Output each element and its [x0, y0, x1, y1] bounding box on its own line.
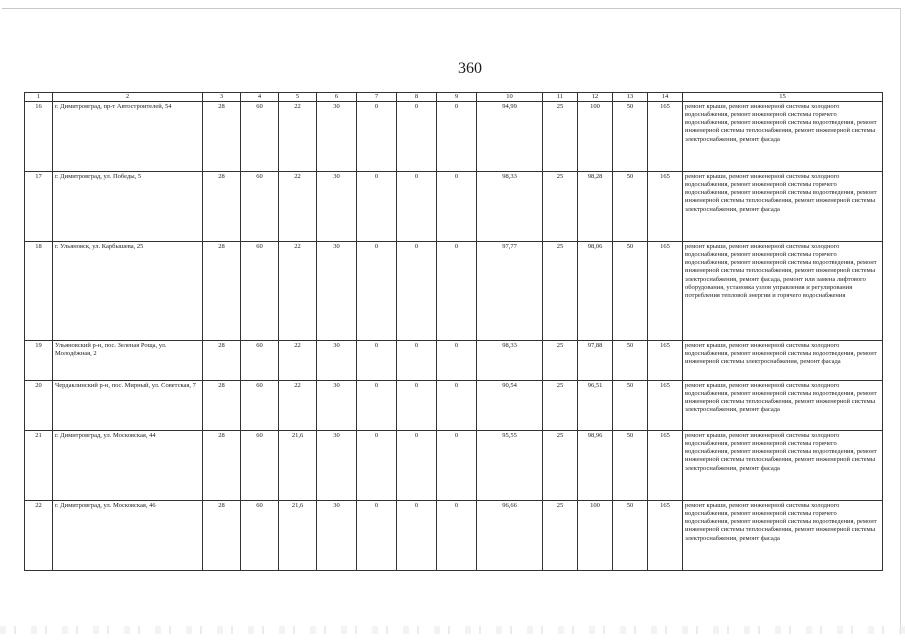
table-row: [25, 501, 883, 571]
value-cell: 60: [241, 431, 279, 501]
header-row: [25, 93, 883, 102]
value-cell: 60: [241, 102, 279, 172]
row-number: 22: [25, 501, 53, 571]
column-header: 3: [203, 93, 241, 102]
table-row: [25, 172, 883, 242]
value-cell: 30: [317, 431, 357, 501]
value-cell: 96,51: [578, 381, 613, 431]
value-cell: 0: [397, 501, 437, 571]
value-cell: 30: [317, 102, 357, 172]
column-header: 1: [25, 93, 53, 102]
value-cell: 22: [279, 102, 317, 172]
value-cell: 0: [397, 381, 437, 431]
value-cell: 28: [203, 381, 241, 431]
table-row: [25, 431, 883, 501]
value-cell: 0: [437, 501, 477, 571]
address-cell: Ульяновский р-н, пос. Зеленая Роща, ул. Молодёжная, 2: [53, 341, 203, 381]
works-cell: ремонт крыши, ремонт инженерной системы холодного водоснабжения, ремонт инженерной системы горячего водоснабжения, ремонт инженерной системы водоотведения, ремонт инженерной системы теплоснабжения, ремонт инженерной системы электроснабжения, ремонт фасада: [683, 102, 883, 172]
column-header: 10: [477, 93, 543, 102]
value-cell: 94,99: [477, 102, 543, 172]
column-header: 15: [683, 93, 883, 102]
register-table: [24, 92, 883, 571]
value-cell: 25: [543, 431, 578, 501]
value-cell: 90,54: [477, 381, 543, 431]
value-cell: 95,55: [477, 431, 543, 501]
value-cell: 165: [648, 172, 683, 242]
value-cell: 28: [203, 501, 241, 571]
value-cell: 0: [357, 242, 397, 341]
address-cell: г. Димитровград, ул. Московская, 44: [53, 431, 203, 501]
column-header: 5: [279, 93, 317, 102]
value-cell: 100: [578, 501, 613, 571]
value-cell: 60: [241, 341, 279, 381]
value-cell: 50: [613, 381, 648, 431]
table-row: [25, 381, 883, 431]
value-cell: 0: [357, 172, 397, 242]
address-cell: Чердаклинский р-н, пос. Мирный, ул. Советская, 7: [53, 381, 203, 431]
column-header: 7: [357, 93, 397, 102]
value-cell: 25: [543, 172, 578, 242]
value-cell: 0: [397, 431, 437, 501]
value-cell: 22: [279, 242, 317, 341]
value-cell: 165: [648, 431, 683, 501]
value-cell: 28: [203, 341, 241, 381]
value-cell: 60: [241, 381, 279, 431]
page-number: 360: [458, 60, 482, 77]
value-cell: 28: [203, 102, 241, 172]
value-cell: 0: [397, 341, 437, 381]
works-cell: ремонт крыши, ремонт инженерной системы холодного водоснабжения, ремонт инженерной системы водоотведения, ремонт инженерной системы теплоснабжения, ремонт инженерной системы электроснабжения, ремонт фасада: [683, 381, 883, 431]
value-cell: 0: [437, 381, 477, 431]
value-cell: 0: [357, 102, 397, 172]
value-cell: 28: [203, 431, 241, 501]
value-cell: 60: [241, 501, 279, 571]
value-cell: 0: [397, 172, 437, 242]
value-cell: 165: [648, 341, 683, 381]
value-cell: 25: [543, 242, 578, 341]
value-cell: 165: [648, 102, 683, 172]
works-cell: ремонт крыши, ремонт инженерной системы холодного водоснабжения, ремонт инженерной системы горячего водоснабжения, ремонт инженерной системы водоотведения, ремонт инженерной системы теплоснабжения, ремонт инженерной системы электроснабжения, ремонт фасада: [683, 172, 883, 242]
value-cell: 50: [613, 242, 648, 341]
value-cell: 60: [241, 242, 279, 341]
value-cell: 165: [648, 381, 683, 431]
column-header: 13: [613, 93, 648, 102]
value-cell: 96,66: [477, 501, 543, 571]
column-header: 11: [543, 93, 578, 102]
address-cell: г. Ульяновск, ул. Карбышева, 25: [53, 242, 203, 341]
value-cell: 30: [317, 242, 357, 341]
value-cell: 0: [357, 341, 397, 381]
value-cell: 50: [613, 102, 648, 172]
value-cell: 21,6: [279, 501, 317, 571]
works-cell: ремонт крыши, ремонт инженерной системы холодного водоснабжения, ремонт инженерной системы водоотведения, ремонт инженерной системы электроснабжения, ремонт фасада: [683, 341, 883, 381]
value-cell: 0: [357, 381, 397, 431]
table-row: [25, 242, 883, 341]
value-cell: 0: [437, 172, 477, 242]
column-header: 6: [317, 93, 357, 102]
value-cell: 98,06: [578, 242, 613, 341]
column-header: 8: [397, 93, 437, 102]
works-cell: ремонт крыши, ремонт инженерной системы холодного водоснабжения, ремонт инженерной системы горячего водоснабжения, ремонт инженерной системы водоотведения, ремонт инженерной системы теплоснабжения, ремонт инженерной системы электроснабжения, ремонт фасада: [683, 501, 883, 571]
value-cell: 28: [203, 242, 241, 341]
value-cell: 22: [279, 341, 317, 381]
value-cell: 25: [543, 501, 578, 571]
address-cell: г. Димитровград, пр-т Автостроителей, 54: [53, 102, 203, 172]
value-cell: 30: [317, 501, 357, 571]
value-cell: 165: [648, 501, 683, 571]
value-cell: 22: [279, 172, 317, 242]
value-cell: 100: [578, 102, 613, 172]
value-cell: 25: [543, 102, 578, 172]
address-cell: г. Димитровград, ул. Победы, 5: [53, 172, 203, 242]
value-cell: 30: [317, 341, 357, 381]
value-cell: 25: [543, 341, 578, 381]
value-cell: 98,33: [477, 341, 543, 381]
row-number: 16: [25, 102, 53, 172]
table-row: [25, 102, 883, 172]
value-cell: 0: [357, 501, 397, 571]
value-cell: 165: [648, 242, 683, 341]
column-header: 9: [437, 93, 477, 102]
value-cell: 0: [437, 431, 477, 501]
value-cell: 21,6: [279, 431, 317, 501]
column-header: 2: [53, 93, 203, 102]
column-header: 12: [578, 93, 613, 102]
value-cell: 98,28: [578, 172, 613, 242]
value-cell: 30: [317, 381, 357, 431]
value-cell: 98,96: [578, 431, 613, 501]
value-cell: 50: [613, 431, 648, 501]
value-cell: 0: [357, 431, 397, 501]
value-cell: 50: [613, 501, 648, 571]
value-cell: 60: [241, 172, 279, 242]
address-cell: г. Димитровград, ул. Московская, 46: [53, 501, 203, 571]
value-cell: 50: [613, 172, 648, 242]
row-number: 17: [25, 172, 53, 242]
row-number: 20: [25, 381, 53, 431]
value-cell: 50: [613, 341, 648, 381]
column-header: 14: [648, 93, 683, 102]
value-cell: 0: [437, 242, 477, 341]
row-number: 19: [25, 341, 53, 381]
value-cell: 30: [317, 172, 357, 242]
value-cell: 0: [437, 341, 477, 381]
works-cell: ремонт крыши, ремонт инженерной системы холодного водоснабжения, ремонт инженерной системы горячего водоснабжения, ремонт инженерной системы водоотведения, ремонт инженерной системы теплоснабжения, ремонт инженерной системы электроснабжения, ремонт фасада: [683, 431, 883, 501]
value-cell: 97,77: [477, 242, 543, 341]
value-cell: 97,88: [578, 341, 613, 381]
table-row: [25, 341, 883, 381]
value-cell: 22: [279, 381, 317, 431]
value-cell: 98,33: [477, 172, 543, 242]
row-number: 18: [25, 242, 53, 341]
value-cell: 28: [203, 172, 241, 242]
scan-artifact: [0, 626, 905, 634]
value-cell: 0: [397, 242, 437, 341]
value-cell: 25: [543, 381, 578, 431]
value-cell: 0: [437, 102, 477, 172]
column-header: 4: [241, 93, 279, 102]
value-cell: 0: [397, 102, 437, 172]
works-cell: ремонт крыши, ремонт инженерной системы холодного водоснабжения, ремонт инженерной системы горячего водоснабжения, ремонт инженерной системы водоотведения, ремонт инженерной системы теплоснабжения, ремонт инженерной системы электроснабжения, ремонт фасада, ремонт или замена лифтового оборудования, установка узлов управления и регулирования потребления тепловой энергии и горячего водоснабжения: [683, 242, 883, 341]
row-number: 21: [25, 431, 53, 501]
